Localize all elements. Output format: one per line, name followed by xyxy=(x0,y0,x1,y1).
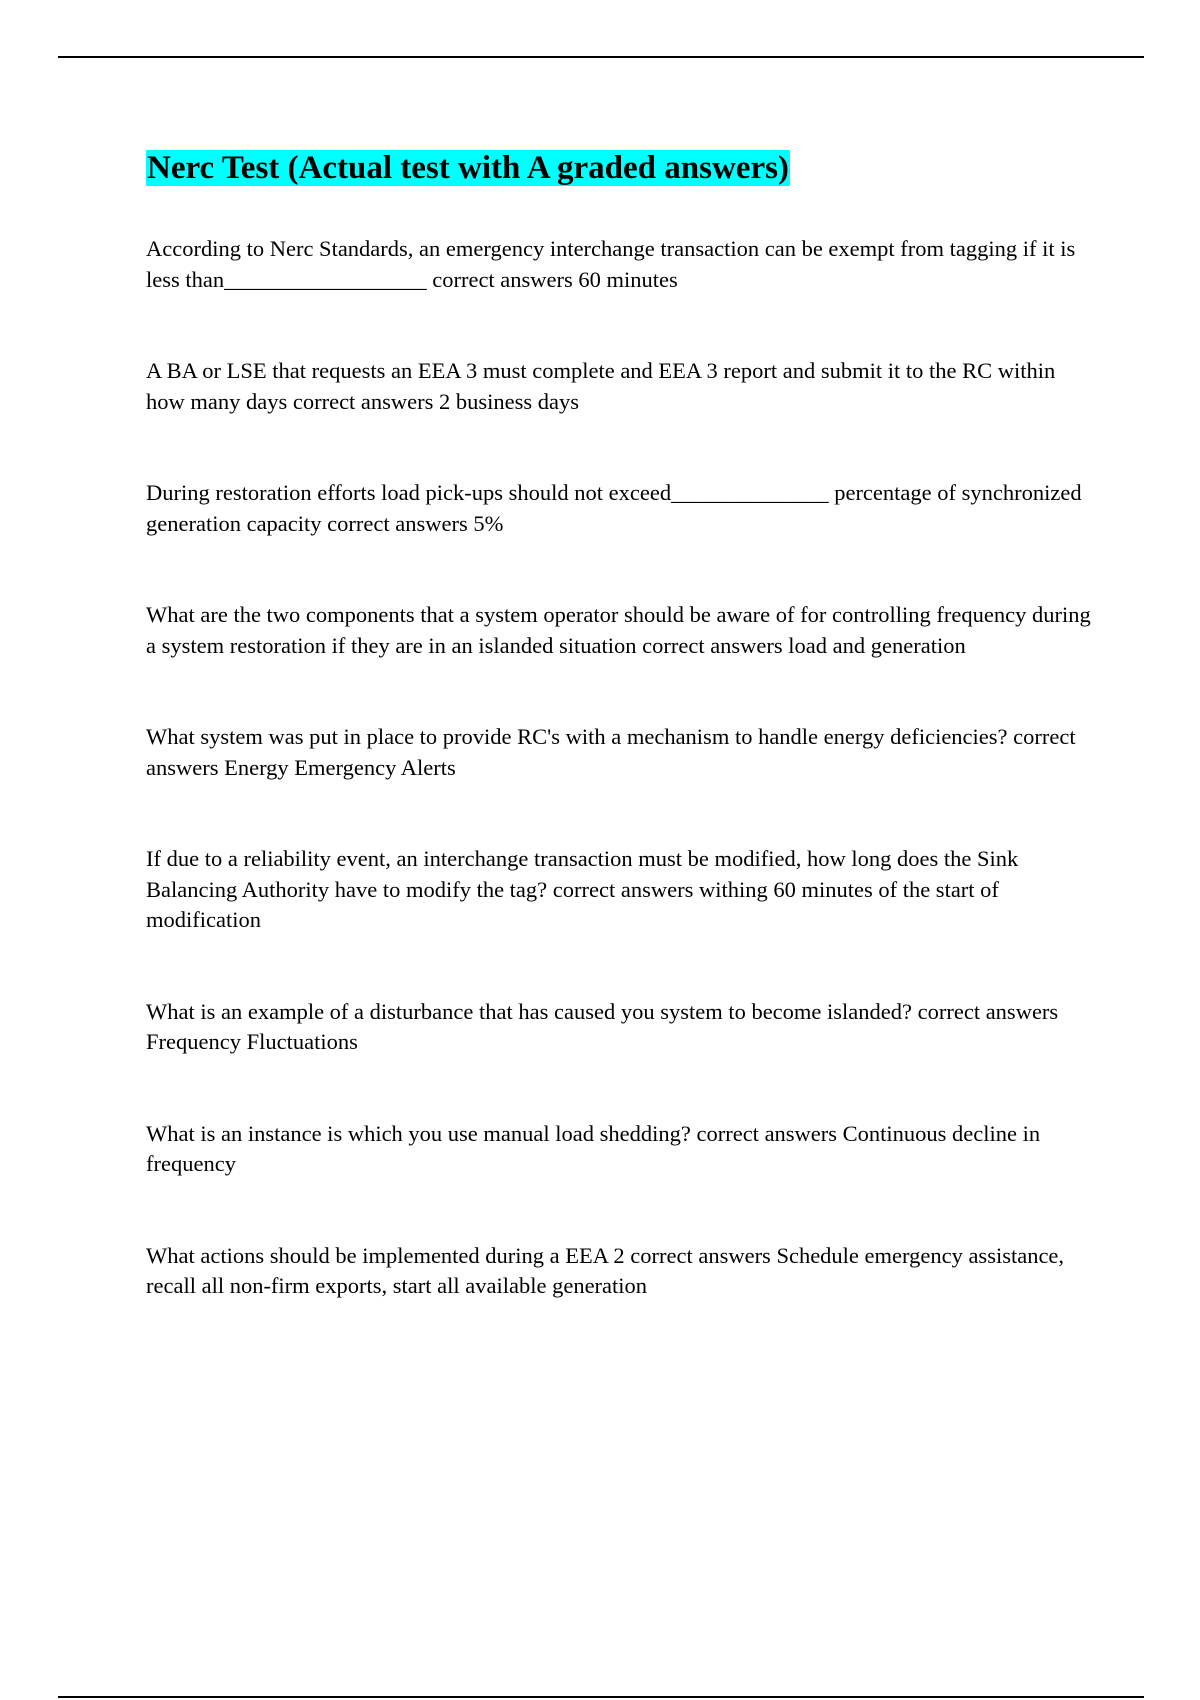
question-answer-8: What is an instance is which you use manual load shedding? correct answers Continuous decline in frequency xyxy=(146,1120,1041,1176)
title-block xyxy=(146,146,1094,190)
question-answer-4: What are the two components that a system operator should be aware of for controlling frequency during a system restoration if they are in an islanded situation correct answers load and generation xyxy=(146,602,1091,658)
question-answer-9: What actions should be implemented during a EEA 2 correct answers Schedule emergency assistance, recall all non-firm exports, start all available generation xyxy=(146,1242,1065,1298)
top-rule xyxy=(58,56,1144,58)
document-title: Nerc Test (Actual test with A graded answers) xyxy=(147,150,789,186)
document-body xyxy=(146,146,1094,1302)
question-answer-6: If due to a reliability event, an interchange transaction must be modified, how long does the Sink Balancing Authority have to modify the tag? correct answers withing 60 minutes of the start of modification xyxy=(146,846,1019,932)
question-answer-5: What system was put in place to provide RC's with a mechanism to handle energy deficiencies? correct answers Energy Emergency Alerts xyxy=(146,724,1076,780)
question-answer-1: According to Nerc Standards, an emergency interchange transaction can be exempt from tagging if it is less than__________________ correct answers 60 minutes xyxy=(146,236,1076,292)
question-answer-7: What is an example of a disturbance that has caused you system to become islanded? correct answers Frequency Fluctuations xyxy=(146,998,1059,1054)
question-answer-3: During restoration efforts load pick-ups should not exceed______________ percentage of synchronized generation capacity correct answers 5% xyxy=(146,480,1082,536)
question-answer-2: A BA or LSE that requests an EEA 3 must complete and EEA 3 report and submit it to the RC within how many days correct answers 2 business days xyxy=(146,358,1056,414)
bottom-rule xyxy=(58,1696,1144,1698)
